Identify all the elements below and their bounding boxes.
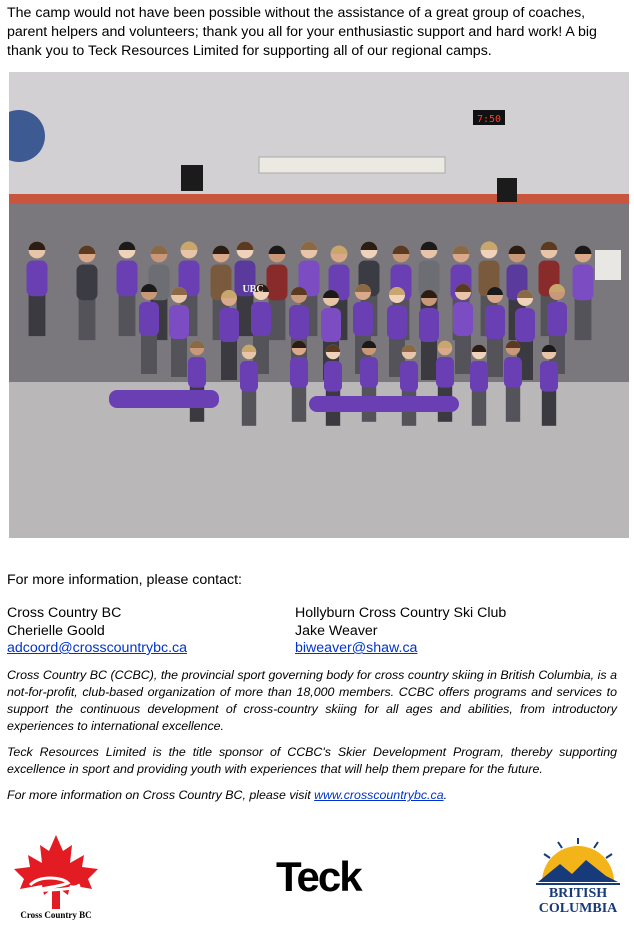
visit-prefix: For more information on Cross Country BC, please visit [7, 788, 315, 802]
speaker-left [181, 165, 203, 191]
contact-email-link[interactable]: biweaver@shaw.ca [295, 640, 418, 656]
visit-paragraph [7, 787, 617, 804]
about-ccbc-paragraph: Cross Country BC (CCBC), the provincial sport governing body for cross country skiing in British Columbia, is a not-for-profit, club-based organization of more than 18,000 members. CCBC offers programs and services to support the continuous development of cross-country skiing for all ages and abilities, from introductory experiences to international excellence. [7, 668, 617, 733]
bc-line1: BRITISH [548, 886, 608, 901]
clock-readout: 7:50 [476, 114, 502, 125]
website-link[interactable]: www.crosscountrybc.ca [314, 788, 444, 802]
intro-paragraph: The camp would not have been possible without the assistance of a great group of coaches, parent helpers and volunteers; thank you all for your enthusiastic support and hard work! A big thank you to Teck Resources Limited for supporting all of our regional camps. [7, 5, 597, 59]
teck-logo: Teck [276, 853, 361, 900]
speaker-right [497, 178, 517, 202]
maple-leaf-icon [10, 833, 102, 911]
bc-line2: COLUMBIA [538, 901, 618, 916]
about-teck-paragraph: Teck Resources Limited is the title sponsor of CCBC's Skier Development Program, thereby supporting excellence in sport and providing youth with experiences that will help them prepare for the future. [7, 745, 617, 776]
ubc-shirt-text: UBC [242, 284, 264, 295]
wall-sign [595, 250, 621, 280]
wall-stripe [9, 194, 629, 204]
contact-name: Cherielle Goold [7, 622, 105, 639]
ccbc-caption: Cross Country BC [20, 910, 92, 920]
contact-heading: For more information, please contact: [7, 572, 242, 588]
contact-email-link[interactable]: adcoord@crosscountrybc.ca [7, 640, 188, 656]
group-photo [9, 72, 629, 538]
bc-logo [528, 836, 628, 922]
contact-hollyburn [295, 605, 506, 658]
light-fixture [259, 157, 445, 173]
contact-ccbc [7, 605, 187, 658]
person-lying [109, 390, 219, 408]
ccbc-logo [10, 833, 102, 923]
contact-name: Jake Weaver [295, 622, 378, 639]
visit-suffix: . [443, 788, 448, 802]
bc-sun-mountain-icon [528, 836, 628, 886]
contact-org: Cross Country BC [7, 605, 122, 621]
contact-org: Hollyburn Cross Country Ski Club [295, 605, 507, 621]
person-lying [309, 396, 459, 412]
